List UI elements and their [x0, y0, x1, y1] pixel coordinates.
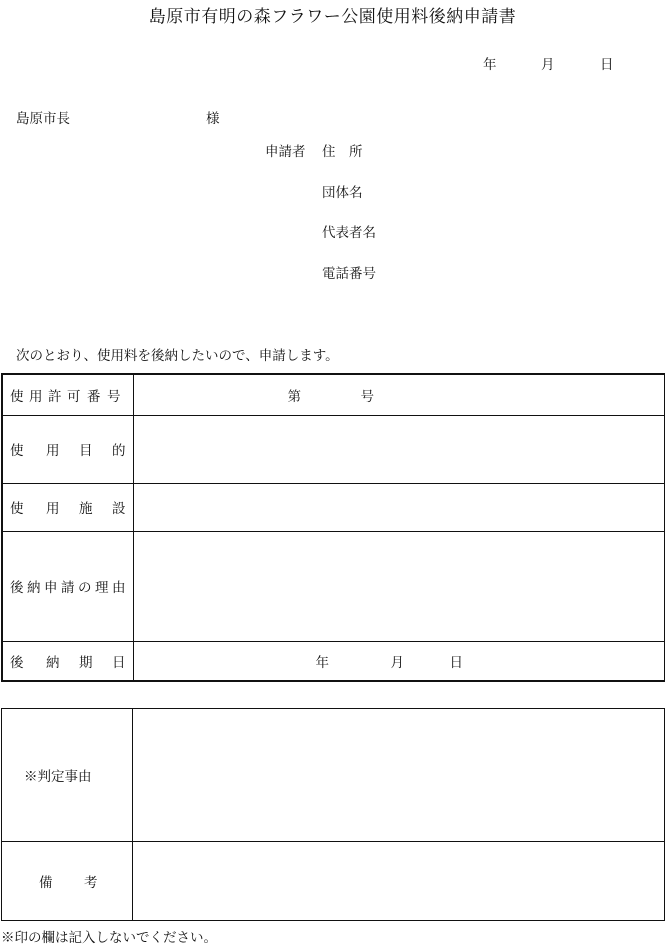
permit-number-go: 号	[360, 388, 374, 405]
date-month-label: 月	[541, 57, 555, 73]
remarks-field	[133, 842, 665, 921]
facility-field[interactable]	[133, 483, 665, 531]
remarks-row	[2, 842, 665, 921]
facility-label: 使 用 施 設	[2, 483, 133, 531]
due-date-day: 日	[449, 654, 463, 671]
facility-row	[2, 483, 665, 531]
permit-number-field[interactable]	[133, 374, 665, 415]
remarks-label: 備 考	[2, 842, 133, 921]
application-table	[1, 373, 665, 682]
addressee-name: 島原市長	[16, 111, 70, 127]
due-date-year: 年	[315, 654, 329, 671]
addressee-honorific: 様	[206, 111, 220, 127]
reason-row	[2, 531, 665, 641]
date-year-label: 年	[483, 57, 497, 73]
purpose-field[interactable]	[133, 415, 665, 483]
applicant-label: 申請者	[265, 144, 306, 160]
permit-number-label: 使 用 許 可 番 号	[2, 374, 133, 415]
applicant-group-label: 団体名	[322, 185, 363, 201]
reason-field[interactable]	[133, 531, 665, 641]
form-title: 島原市有明の森フラワー公園使用料後納申請書	[148, 7, 517, 27]
due-date-label: 後 納 期 日	[2, 641, 133, 681]
date-day-label: 日	[600, 57, 614, 73]
due-date-field[interactable]	[133, 641, 665, 681]
judgment-reason-field	[133, 709, 665, 842]
permit-number-dai: 第	[287, 388, 301, 405]
due-date-month: 月	[390, 654, 404, 671]
purpose-label: 使 用 目 的	[2, 415, 133, 483]
judgment-reason-label: ※判定事由	[2, 709, 133, 842]
judgment-row	[2, 709, 665, 842]
purpose-row	[2, 415, 665, 483]
permit-number-row	[2, 374, 665, 415]
due-date-row	[2, 641, 665, 681]
applicant-address-label: 住 所	[322, 144, 363, 160]
applicant-phone-label: 電話番号	[322, 266, 376, 282]
footnote: ※印の欄は記入しないでください。	[1, 930, 217, 946]
intro-text: 次のとおり、使用料を後納したいので、申請します。	[16, 348, 339, 364]
office-use-table	[1, 708, 665, 921]
reason-label: 後 納 申 請 の 理 由	[2, 531, 133, 641]
applicant-representative-label: 代表者名	[322, 225, 376, 241]
